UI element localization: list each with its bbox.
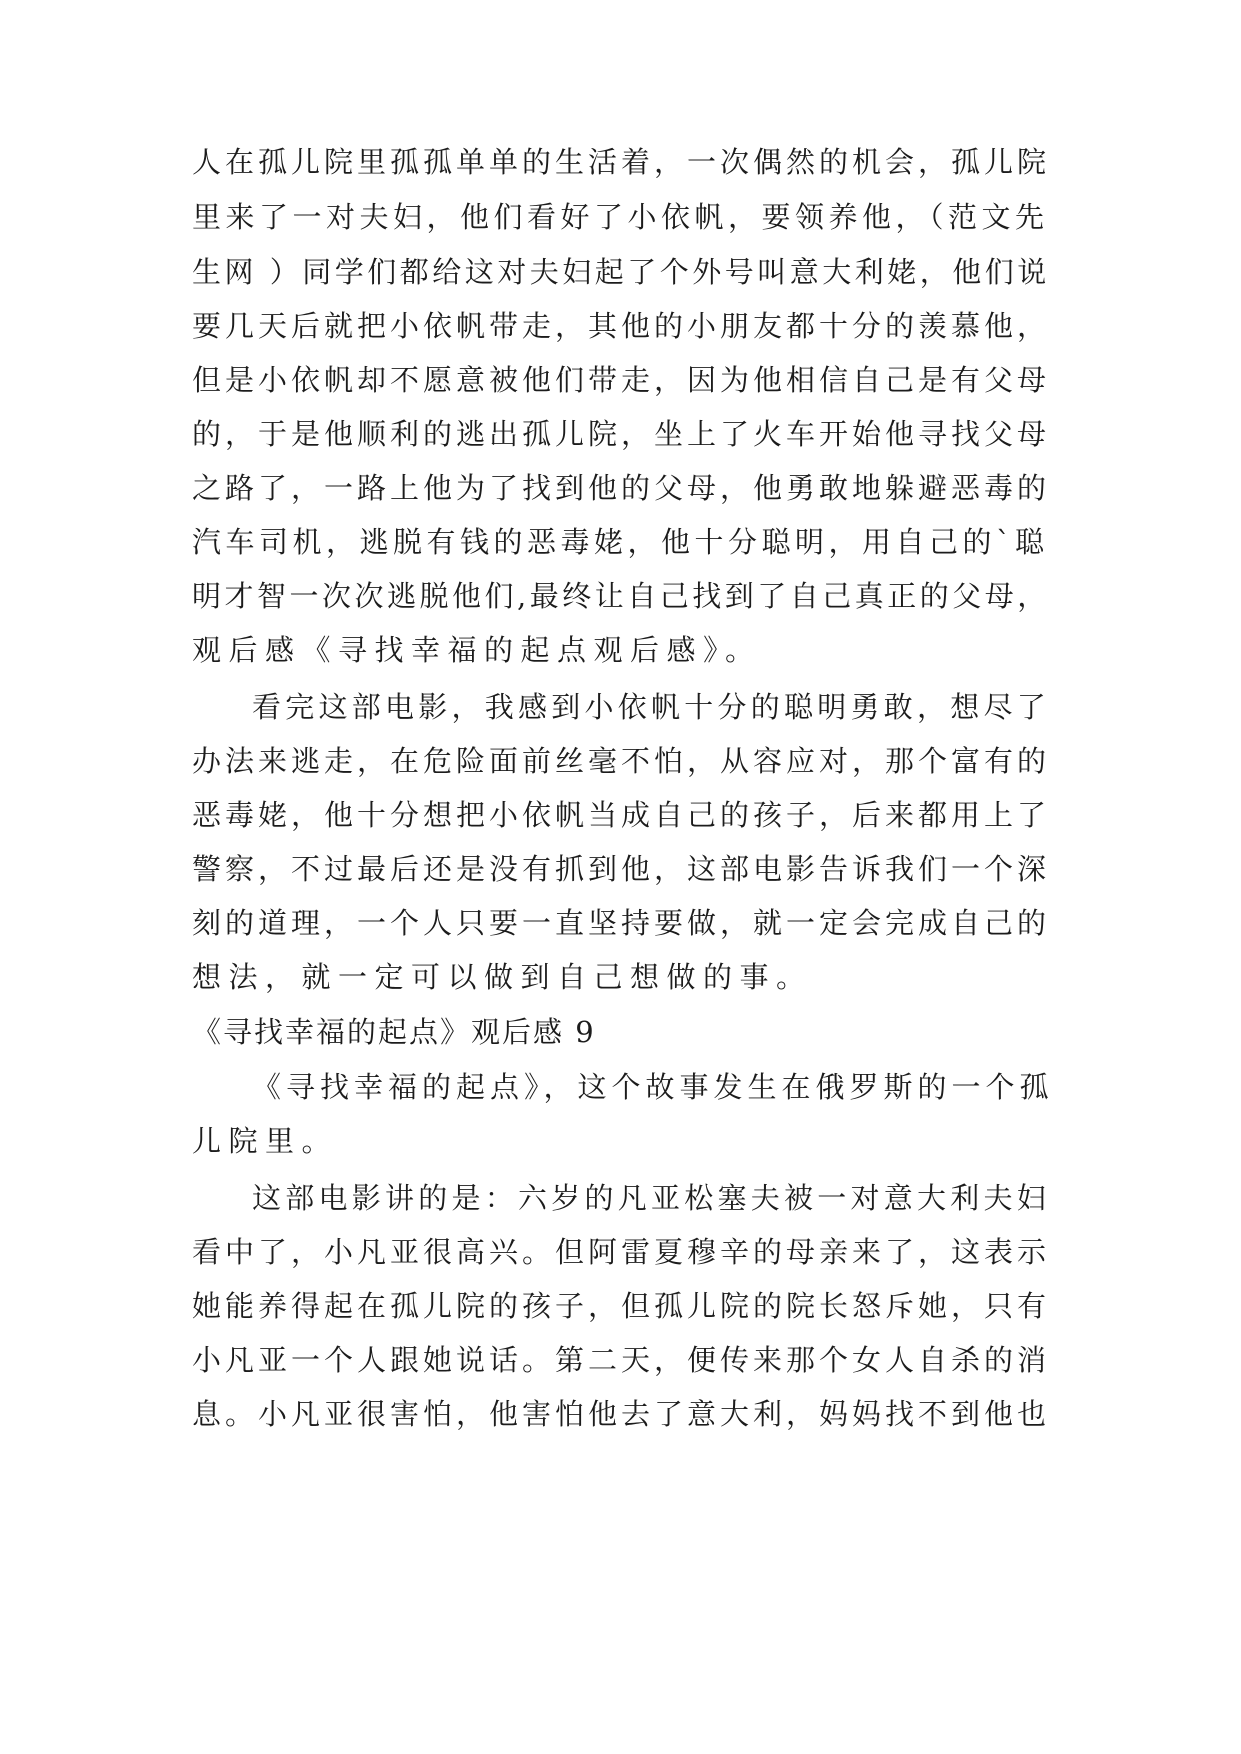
text-line: 但是小依帆却不愿意被他们带走，因为他相信自己是有父母 bbox=[192, 363, 1051, 397]
text-line: 生网 ）同学们都给这对夫妇起了个外号叫意大利姥，他们说 bbox=[192, 255, 1050, 289]
text-line: 警察，不过最后还是没有抓到他，这部电影告诉我们一个深 bbox=[192, 852, 1051, 886]
text-line: 想法，就一定可以做到自己想做的事。 bbox=[192, 960, 813, 994]
text-line: 看中了，小凡亚很高兴。但阿雷夏穆辛的母亲来了，这表示 bbox=[192, 1235, 1051, 1269]
text-line: 息。小凡亚很害怕，他害怕他去了意大利，妈妈找不到他也 bbox=[192, 1397, 1051, 1431]
text-line: 儿院里。 bbox=[192, 1124, 339, 1158]
section-heading: 《寻找幸福的起点》观后感 9 bbox=[192, 1015, 596, 1049]
paragraph-first-line: 《寻找幸福的起点》，这个故事发生在俄罗斯的一个孤 bbox=[252, 1070, 1054, 1104]
text-line: 之路了，一路上他为了找到他的父母，他勇敢地躲避恶毒的 bbox=[192, 471, 1051, 505]
paragraph-first-line: 这部电影讲的是：六岁的凡亚松塞夫被一对意大利夫妇 bbox=[252, 1181, 1051, 1215]
paragraph-first-line: 看完这部电影，我感到小依帆十分的聪明勇敢，想尽了 bbox=[252, 690, 1051, 724]
text-line: 人在孤儿院里孤孤单单的生活着，一次偶然的机会，孤儿院 bbox=[192, 145, 1051, 179]
text-line: 刻的道理，一个人只要一直坚持要做，就一定会完成自己的 bbox=[192, 906, 1051, 940]
text-line: 小凡亚一个人跟她说话。第二天，便传来那个女人自杀的消 bbox=[192, 1343, 1051, 1377]
text-line: 明才智一次次逃脱他们,最终让自己找到了自己真正的父母， bbox=[192, 579, 1050, 613]
text-line: 要几天后就把小依帆带走，其他的小朋友都十分的羡慕他， bbox=[192, 309, 1051, 343]
text-line: 汽车司机，逃脱有钱的恶毒姥，他十分聪明，用自己的`聪 bbox=[192, 525, 1049, 559]
text-line: 里来了一对夫妇，他们看好了小依帆，要领养他，（范文先 bbox=[192, 200, 1049, 234]
text-line: 恶毒姥，他十分想把小依帆当成自己的孩子，后来都用上了 bbox=[192, 798, 1051, 832]
text-line: 办法来逃走，在危险面前丝毫不怕，从容应对，那个富有的 bbox=[192, 744, 1051, 778]
text-line: 观后感《寻找幸福的起点观后感》。 bbox=[192, 633, 762, 667]
text-line: 她能养得起在孤儿院的孩子，但孤儿院的院长怒斥她，只有 bbox=[192, 1289, 1051, 1323]
text-line: 的，于是他顺利的逃出孤儿院，坐上了火车开始他寻找父母 bbox=[192, 417, 1051, 451]
